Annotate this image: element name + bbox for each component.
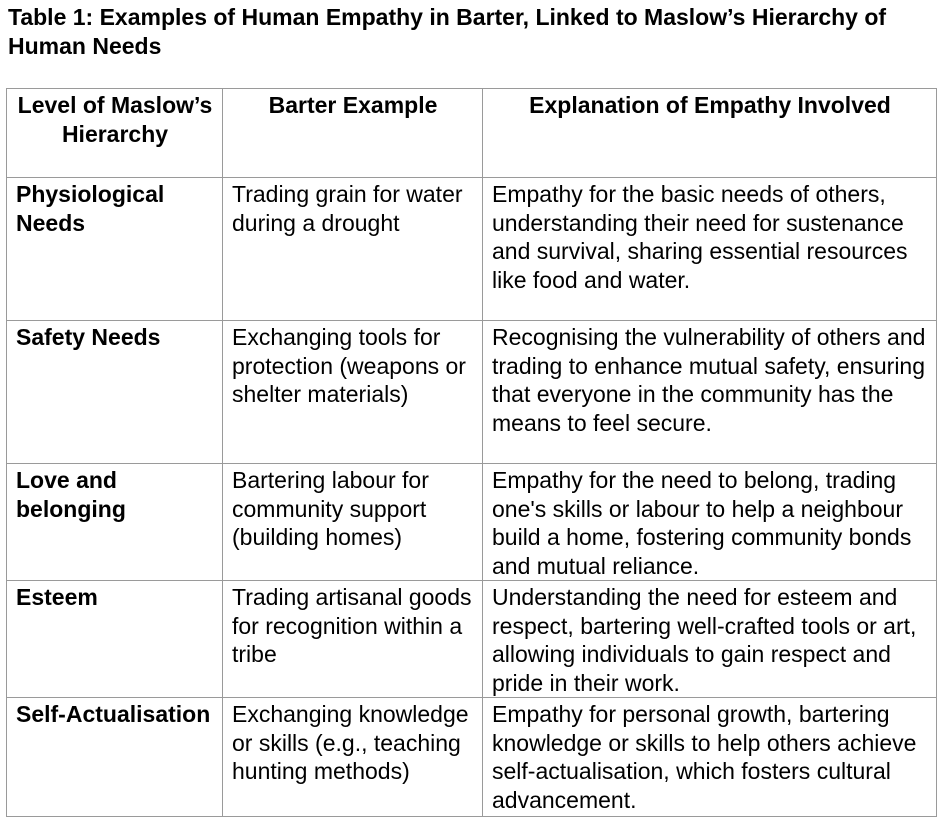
header-barter-example: Barter Example	[223, 89, 483, 178]
cell-example: Bartering labour for community support (building homes)	[223, 464, 483, 581]
cell-explanation: Empathy for the basic needs of others, understanding their need for sustenance and survival, sharing essential resources like food and water.	[483, 178, 937, 321]
table-row	[7, 464, 937, 581]
table-row	[7, 321, 937, 464]
cell-level: Safety Needs	[7, 321, 223, 464]
cell-explanation: Recognising the vulnerability of others and trading to enhance mutual safety, ensuring that everyone in the community has the means to feel secure.	[483, 321, 937, 464]
table-row	[7, 178, 937, 321]
header-level: Level of Maslow’s Hierarchy	[7, 89, 223, 178]
cell-example: Exchanging tools for protection (weapons or shelter materials)	[223, 321, 483, 464]
table-caption: Table 1: Examples of Human Empathy in Barter, Linked to Maslow’s Hierarchy of Human Needs	[8, 4, 887, 59]
table-row	[7, 698, 937, 817]
cell-level: Physiological Needs	[7, 178, 223, 321]
header-explanation: Explanation of Empathy Involved	[483, 89, 937, 178]
cell-explanation: Understanding the need for esteem and respect, bartering well-crafted tools or art, allowing individuals to gain respect and pride in their work.	[483, 581, 937, 698]
cell-level: Esteem	[7, 581, 223, 698]
cell-explanation: Empathy for personal growth, bartering knowledge or skills to help others achieve self-actualisation, which fosters cultural advancement.	[483, 698, 937, 817]
cell-level: Self-Actualisation	[7, 698, 223, 817]
cell-explanation: Empathy for the need to belong, trading one's skills or labour to help a neighbour build a home, fostering community bonds and mutual reliance.	[483, 464, 937, 581]
table-header-row	[7, 89, 937, 178]
cell-level: Love and belonging	[7, 464, 223, 581]
empathy-table	[6, 88, 937, 817]
cell-example: Trading grain for water during a drought	[223, 178, 483, 321]
cell-example: Trading artisanal goods for recognition within a tribe	[223, 581, 483, 698]
table-row	[7, 581, 937, 698]
cell-example: Exchanging knowledge or skills (e.g., teaching hunting methods)	[223, 698, 483, 817]
